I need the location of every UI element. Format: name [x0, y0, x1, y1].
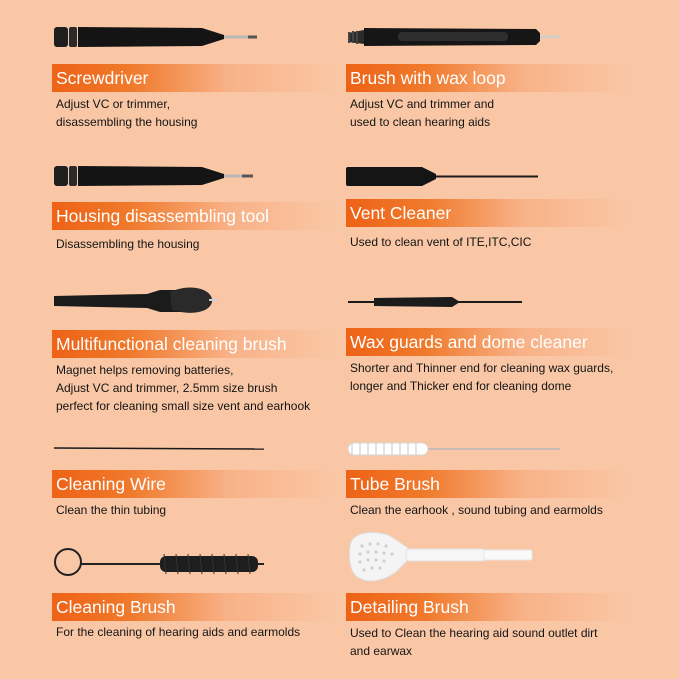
item-title: Cleaning Wire [52, 470, 336, 498]
item-description: Clean the thin tubing [56, 503, 167, 517]
item-title: Detailing Brush [346, 593, 630, 621]
item-description: Adjust VC or trimmer, disassembling the housing [56, 97, 198, 129]
item-description: Adjust VC and trimmer and used to clean hearing aids [350, 97, 495, 129]
cleaning-wire-image [52, 440, 272, 460]
tube-brush-image [346, 440, 566, 470]
item-title: Vent Cleaner [346, 199, 630, 227]
item-description: Shorter and Thinner end for cleaning wax guards, longer and Thicker end for cleaning dome [350, 361, 614, 393]
item-title: Housing disassembling tool [52, 202, 336, 230]
item-title: Brush with wax loop [346, 64, 630, 92]
item-description: Clean the earhook , sound tubing and earmolds [350, 503, 603, 517]
item-title: Multifunctional cleaning brush [52, 330, 336, 358]
item-description: For the cleaning of hearing aids and earmolds [56, 625, 301, 639]
item-title: Cleaning Brush [52, 593, 336, 621]
detailing-brush-image [346, 530, 566, 600]
item-description: Used to Clean the hearing aid sound outlet dirt and earwax [350, 626, 598, 658]
item-description: Disassembling the housing [56, 237, 200, 251]
item-title: Tube Brush [346, 470, 630, 498]
item-description: Magnet helps removing batteries, Adjust VC and trimmer, 2.5mm size brush perfect for cleaning small size vent and earhook [56, 363, 311, 413]
item-description: Used to clean vent of ITE,ITC,CIC [350, 235, 532, 249]
item-title: Screwdriver [52, 64, 336, 92]
cleaning-brush-image [52, 544, 272, 584]
item-title: Wax guards and dome cleaner [346, 328, 630, 356]
